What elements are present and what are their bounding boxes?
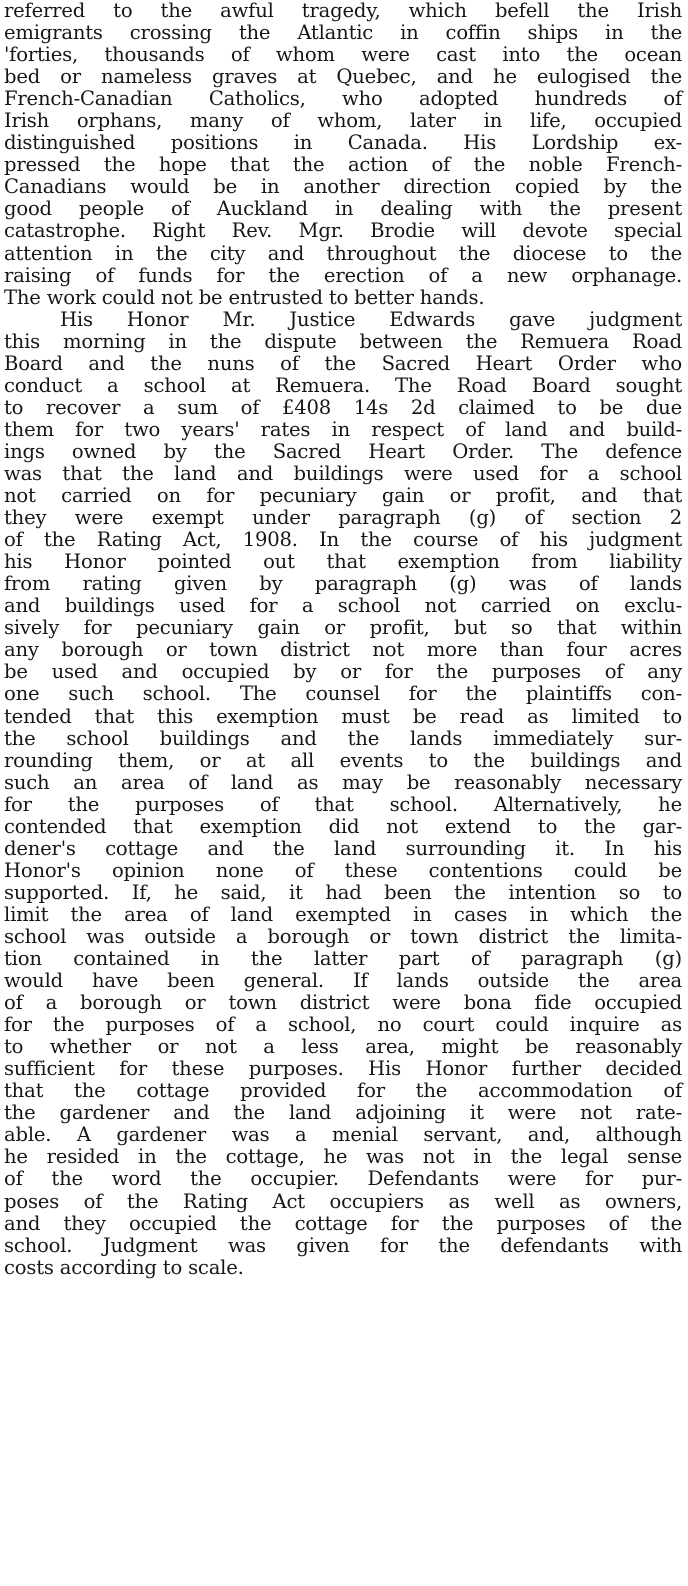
- text-line: supported. If, he said, it had been the intention so to: [4, 880, 682, 904]
- text-line: poses of the Rating Act occupiers as well as owners,: [4, 1189, 682, 1213]
- text-line: would have been general. If lands outside the area: [4, 969, 682, 993]
- text-line: Board and the nuns of the Sacred Heart Order who: [4, 351, 682, 375]
- text-line: catastrophe. Right Rev. Mgr. Brodie will devote special: [4, 219, 682, 243]
- article-column: [4, 0, 682, 1279]
- text-line: school. Judgment was given for the defendants with: [4, 1233, 682, 1257]
- text-line: to whether or not a less area, might be reasonably: [4, 1035, 682, 1059]
- text-line: and buildings used for a school not carried on exclu-: [4, 594, 682, 618]
- text-line: such an area of land as may be reasonably necessary: [4, 770, 682, 794]
- text-line: conduct a school at Remuera. The Road Board sought: [4, 373, 682, 397]
- text-line: Irish orphans, many of whom, later in life, occupied: [4, 109, 682, 133]
- text-line: referred to the awful tragedy, which befell the Irish: [4, 0, 682, 22]
- article-paragraph-2: [4, 309, 682, 1279]
- text-line: distinguished positions in Canada. His Lordship ex-: [4, 131, 682, 155]
- text-line: one such school. The counsel for the plaintiffs con-: [4, 682, 682, 706]
- text-line: not carried on for pecuniary gain or profit, and that: [4, 484, 682, 508]
- text-line: raising of funds for the erection of a new orphanage.: [4, 263, 682, 287]
- text-line: this morning in the dispute between the Remuera Road: [4, 329, 682, 353]
- text-line: Canadians would be in another direction copied by the: [4, 175, 682, 199]
- text-line: The work could not be entrusted to better hands.: [4, 285, 485, 309]
- text-line: attention in the city and throughout the diocese to the: [4, 241, 682, 265]
- text-line: Honor's opinion none of these contentions could be: [4, 858, 682, 882]
- text-line: able. A gardener was a menial servant, and, although: [4, 1123, 682, 1147]
- text-line: they were exempt under paragraph (g) of section 2: [4, 506, 682, 530]
- text-line: was that the land and buildings were used for a school: [4, 461, 682, 485]
- text-line: any borough or town district not more than four acres: [4, 638, 682, 662]
- text-line: he resided in the cottage, he was not in the legal sense: [4, 1145, 682, 1169]
- text-line: ings owned by the Sacred Heart Order. The defence: [4, 439, 682, 463]
- text-line: of a borough or town district were bona fide occupied: [4, 991, 682, 1015]
- text-line: emigrants crossing the Atlantic in coffin ships in the: [4, 21, 682, 45]
- text-line: his Honor pointed out that exemption from liability: [4, 550, 682, 574]
- text-line: bed or nameless graves at Quebec, and he eulogised the: [4, 65, 682, 89]
- text-line: for the purposes of a school, no court could inquire as: [4, 1013, 682, 1037]
- text-line: sufficient for these purposes. His Honor further decided: [4, 1057, 682, 1081]
- text-line: 'forties, thousands of whom were cast into the ocean: [4, 43, 682, 67]
- article-paragraph-1: [4, 0, 682, 309]
- text-line: the gardener and the land adjoining it were not rate-: [4, 1101, 682, 1125]
- text-line: good people of Auckland in dealing with the present: [4, 197, 682, 221]
- text-line: costs according to scale.: [4, 1255, 244, 1279]
- text-line: of the word the occupier. Defendants were for pur-: [4, 1167, 682, 1191]
- text-line: sively for pecuniary gain or profit, but so that within: [4, 616, 682, 640]
- text-line: His Honor Mr. Justice Edwards gave judgment: [60, 307, 682, 331]
- text-line: that the cottage provided for the accommodation of: [4, 1079, 682, 1103]
- text-line: pressed the hope that the action of the noble French-: [4, 153, 682, 177]
- text-line: limit the area of land exempted in cases in which the: [4, 902, 682, 926]
- text-line: tended that this exemption must be read as limited to: [4, 704, 682, 728]
- text-line: for the purposes of that school. Alternatively, he: [4, 792, 682, 816]
- text-line: the school buildings and the lands immediately sur-: [4, 726, 682, 750]
- text-line: contended that exemption did not extend to the gar-: [4, 814, 682, 838]
- text-line: and they occupied the cottage for the purposes of the: [4, 1211, 682, 1235]
- text-line: rounding them, or at all events to the buildings and: [4, 748, 682, 772]
- text-line: dener's cottage and the land surrounding it. In his: [4, 836, 682, 860]
- text-line: school was outside a borough or town district the limita-: [4, 924, 682, 948]
- text-line: to recover a sum of £408 14s 2d claimed to be due: [4, 395, 682, 419]
- text-line: French-Canadian Catholics, who adopted hundreds of: [4, 87, 682, 111]
- text-line: be used and occupied by or for the purposes of any: [4, 660, 682, 684]
- text-line: tion contained in the latter part of paragraph (g): [4, 947, 682, 971]
- text-line: of the Rating Act, 1908. In the course of his judgment: [4, 528, 682, 552]
- text-line: them for two years' rates in respect of land and build-: [4, 417, 682, 441]
- text-line: from rating given by paragraph (g) was of lands: [4, 572, 682, 596]
